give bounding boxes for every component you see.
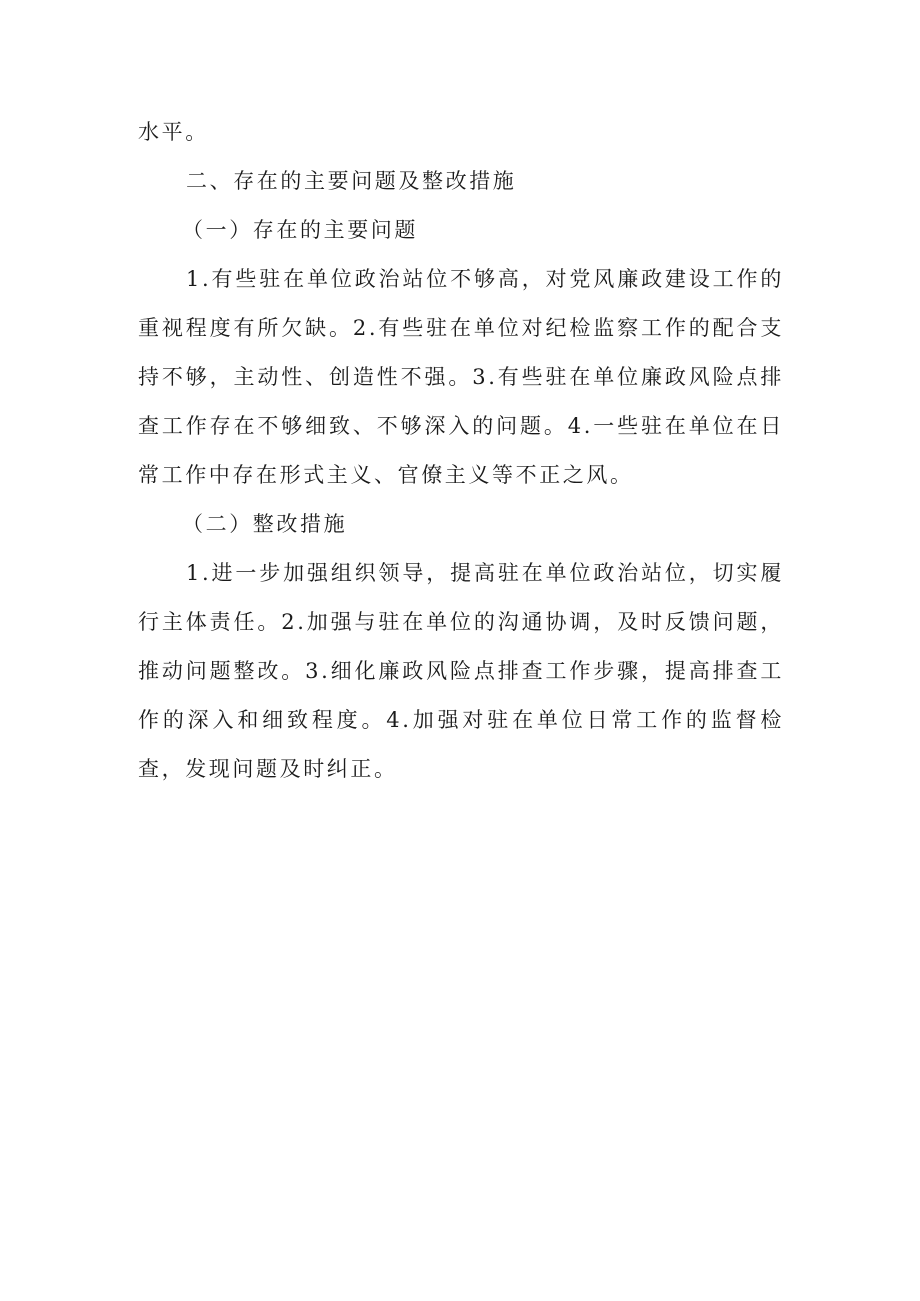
subsection-heading-measures: （二）整改措施 — [182, 512, 348, 536]
section-heading: 二、存在的主要问题及整改措施 — [186, 169, 517, 193]
problems-paragraph: 1.有些驻在单位政治站位不够高，对党风廉政建设工作的重视程度有所欠缺。2.有些驻在单位对纪检监察工作的配合支持不够，主动性、创造性不强。3.有些驻在单位廉政风险点排查工作存在不够细致、不够深入的问题。4.一些驻在单位在日常工作中存在形式主义、官僚主义等不正之风。 — [138, 267, 784, 487]
continuation-text: 水平。 — [138, 120, 209, 144]
document-body — [138, 108, 784, 794]
subsection-heading-problems: （一）存在的主要问题 — [182, 218, 418, 242]
measures-paragraph: 1.进一步加强组织领导，提高驻在单位政治站位，切实履行主体责任。2.加强与驻在单位的沟通协调，及时反馈问题，推动问题整改。3.细化廉政风险点排查工作步骤，提高排查工作的深入和细致程度。4.加强对驻在单位日常工作的监督检查，发现问题及时纠正。 — [138, 561, 784, 781]
